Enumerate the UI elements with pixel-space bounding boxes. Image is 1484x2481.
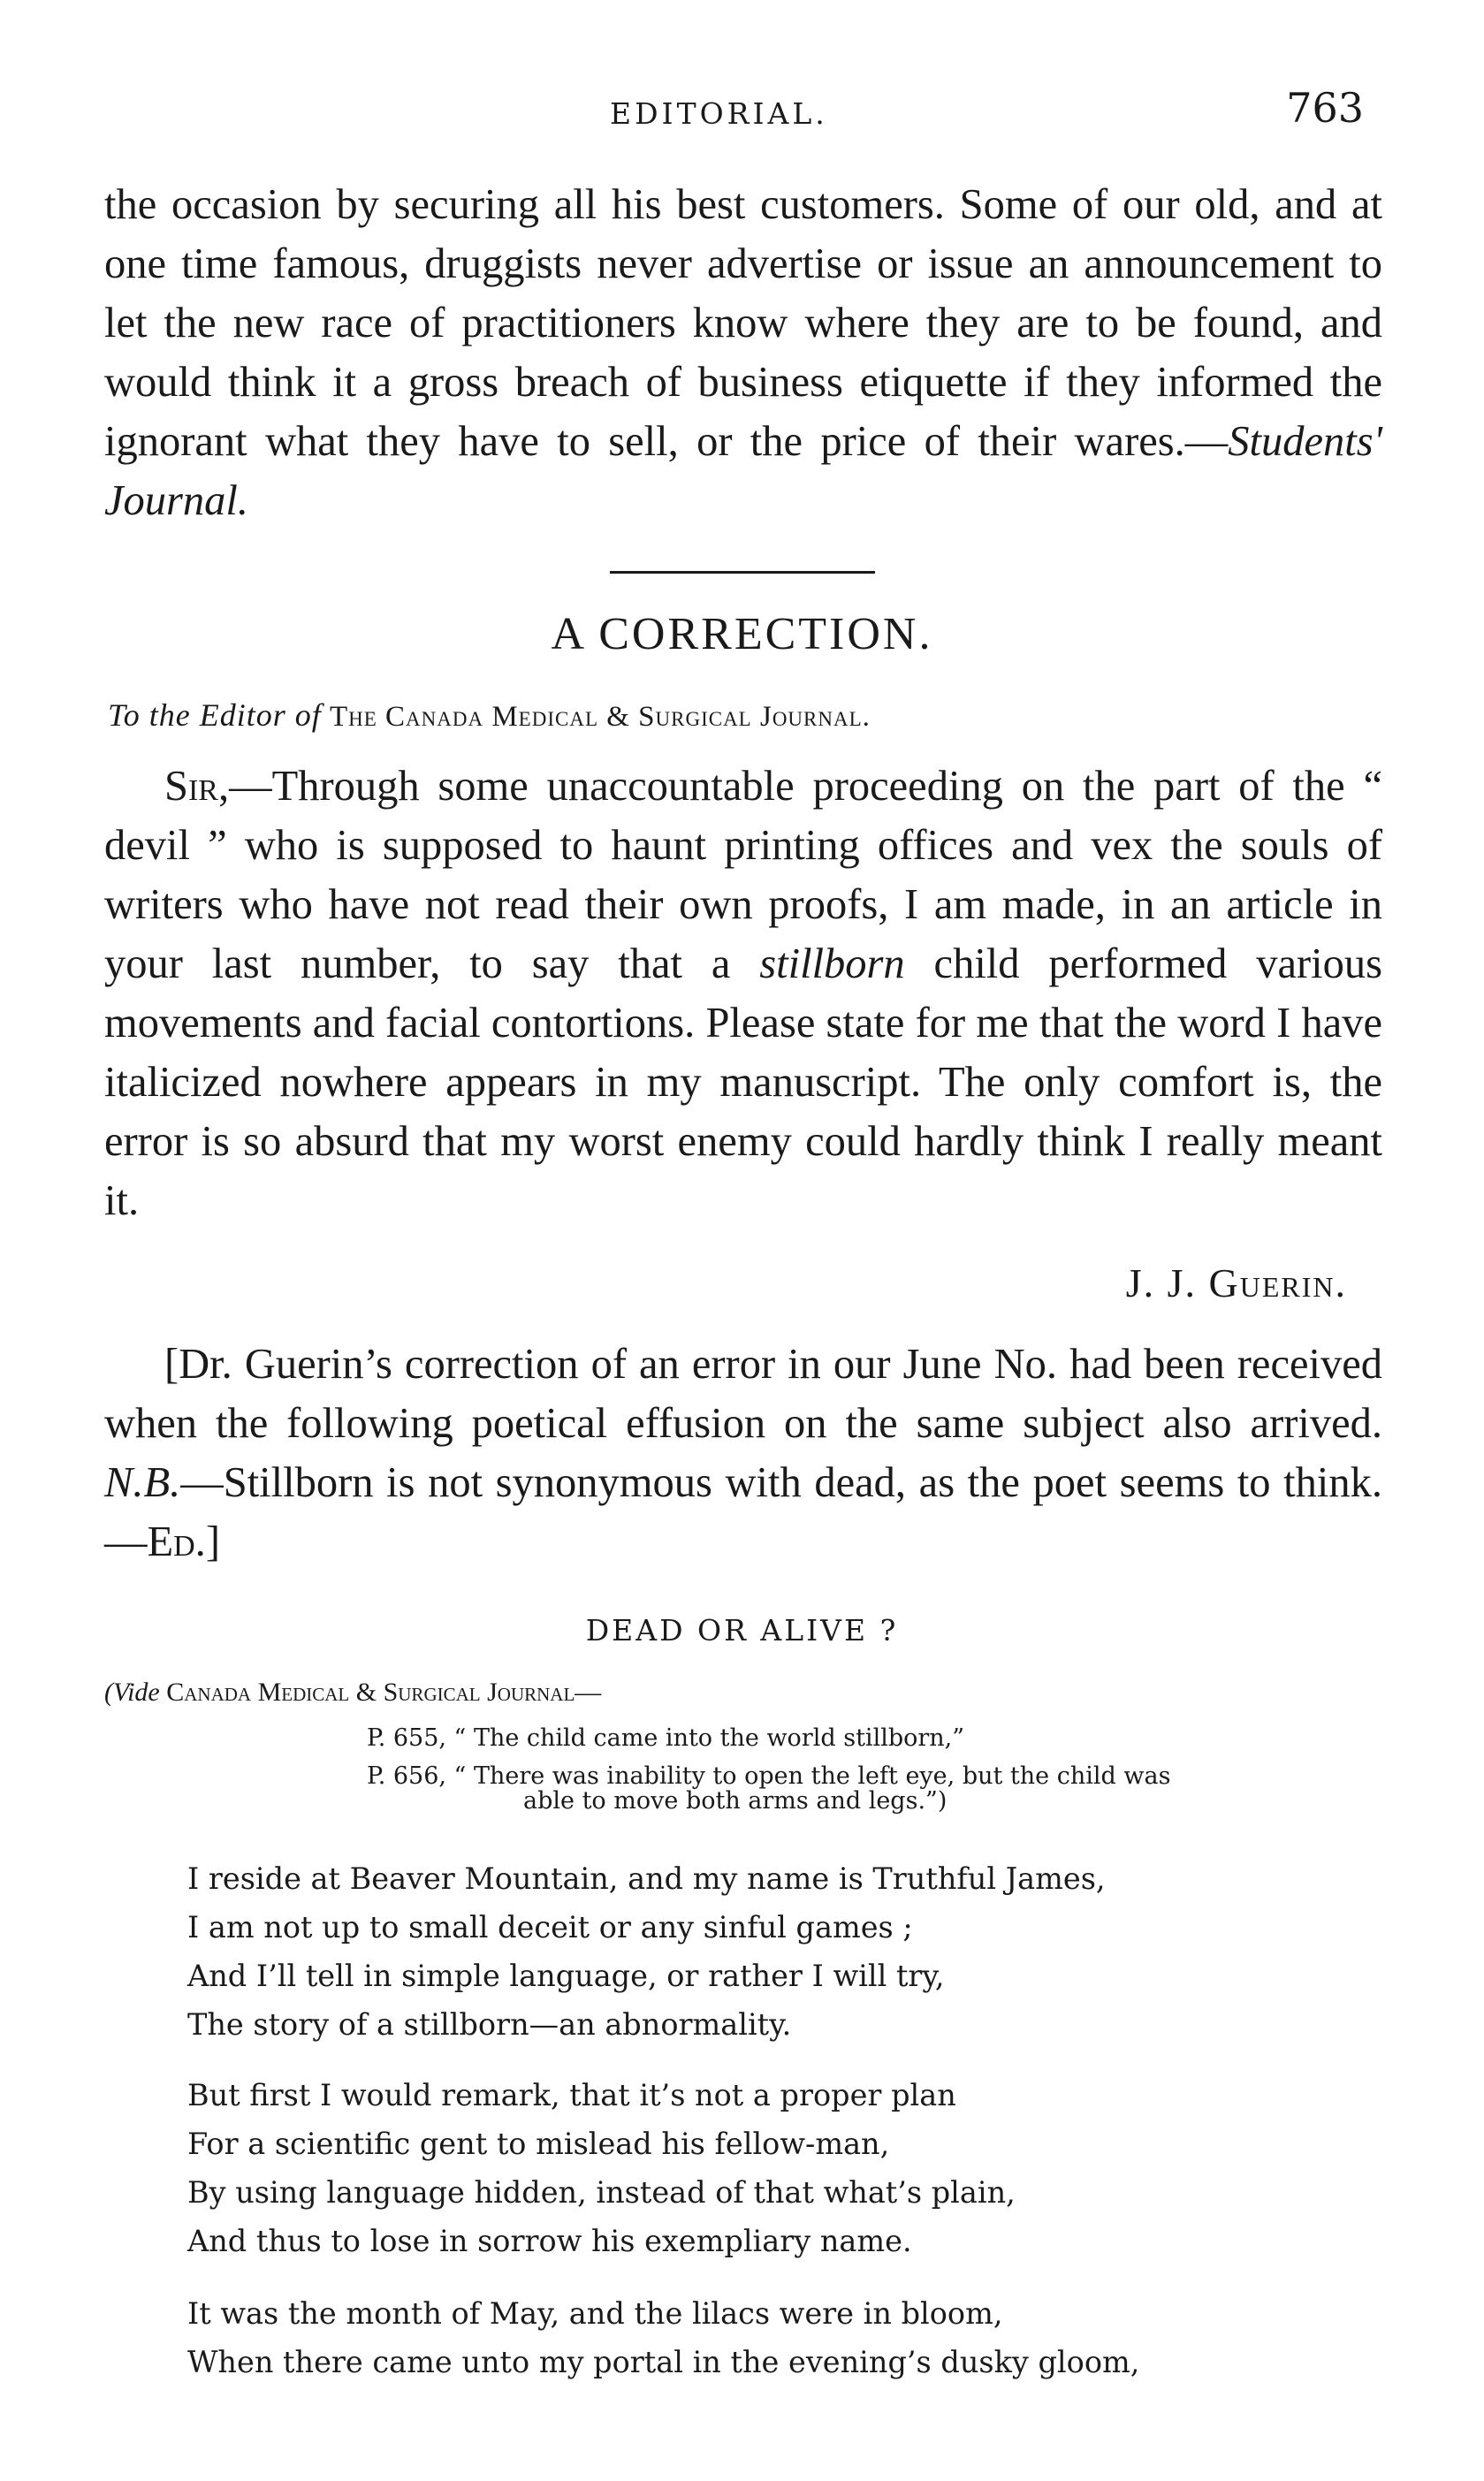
- running-head: EDITORIAL.: [610, 96, 828, 131]
- vide-reference: [104, 1678, 601, 1708]
- address-lead: To the Editor of: [108, 697, 322, 733]
- editor-note: [104, 1335, 1382, 1572]
- poem-line: The story of a stillborn—an abnormality.: [187, 2007, 792, 2042]
- letter-text-1: —Through some unaccountable proceeding on the part of the “ devil ” who is supposed to haunt printing offices and vex the souls of writers who have not read their own proofs, I am made, in an article in your last number, to say that a: [104, 763, 1382, 987]
- letter-body: [104, 757, 1382, 1230]
- letter-address: [108, 696, 871, 734]
- page-reference-2: P. 656, “ There was inability to open the left eye, but the child was: [367, 1762, 1171, 1790]
- poem-title: DEAD OR ALIVE ?: [585, 1613, 899, 1648]
- vide-lead: (Vide: [104, 1678, 160, 1707]
- paragraph-text: the occasion by securing all his best customers. Some of our old, and at one time famous, druggists never advertise or issue an announcement to let the new race of practitioners know where they are to be found, and would think it a gross breach of business etiquette if they informed the ignorant what they have to sell, or the price of their wares.—: [104, 181, 1382, 465]
- poem-line: It was the month of May, and the lilacs were in bloom,: [187, 2296, 1003, 2331]
- page-reference-2-continued: able to move both arms and legs.”): [523, 1787, 947, 1815]
- note-text-1: [Dr. Guerin’s correction of an error in our June No. had been received when the following poetical effusion on the same subject also arrived.: [104, 1341, 1382, 1447]
- editor-initials: Ed.: [147, 1518, 206, 1565]
- note-text-2: —Stillborn is not synonymous with dead, as the poet seems to think.—: [104, 1459, 1382, 1565]
- vide-journal: Canada Medical & Surgical Journal—: [166, 1678, 602, 1707]
- poem-line: And thus to lose in sorrow his exempliary name.: [187, 2224, 912, 2258]
- address-journal: The Canada Medical & Surgical Journal.: [329, 701, 871, 733]
- section-divider: [610, 571, 875, 574]
- poem-line: I am not up to small deceit or any sinful games ;: [187, 1910, 913, 1944]
- page-header: [0, 84, 1484, 137]
- continued-paragraph: [104, 175, 1382, 530]
- poem-line: When there came unto my portal in the evening’s dusky gloom,: [187, 2345, 1140, 2379]
- poem-stanza: [187, 2289, 1139, 2386]
- poem-line: For a scientific gent to mislead his fellow-man,: [187, 2127, 890, 2161]
- page-reference-1: P. 655, “ The child came into the world stillborn,”: [367, 1724, 965, 1752]
- poem-line: But first I would remark, that it’s not a proper plan: [187, 2078, 956, 2112]
- poem-line: And I’ll tell in simple language, or rather I will try,: [187, 1959, 945, 1993]
- poem-line: By using language hidden, instead of that what’s plain,: [187, 2175, 1016, 2210]
- poem-stanza: [187, 1854, 1106, 2049]
- salutation: Sir,: [164, 763, 230, 810]
- note-close: ]: [205, 1518, 220, 1565]
- section-title: A CORRECTION.: [551, 609, 933, 659]
- poem-line: I reside at Beaver Mountain, and my name is Truthful James,: [187, 1861, 1106, 1896]
- nb-abbrev: N.B.: [104, 1459, 181, 1506]
- signature: J. J. Guerin.: [1125, 1260, 1347, 1305]
- page-number: 763: [1286, 84, 1364, 132]
- source-citation: Students' Journal.: [104, 418, 1382, 524]
- italic-word: stillborn: [759, 940, 905, 987]
- letter-text-2: child performed various movements and facial contortions. Please state for me that the word I have italicized nowhere appears in my manuscript. The only comfort is, the error is so absurd that my worst enemy could hardly think I really meant it.: [104, 940, 1382, 1224]
- poem-stanza: [187, 2071, 1016, 2265]
